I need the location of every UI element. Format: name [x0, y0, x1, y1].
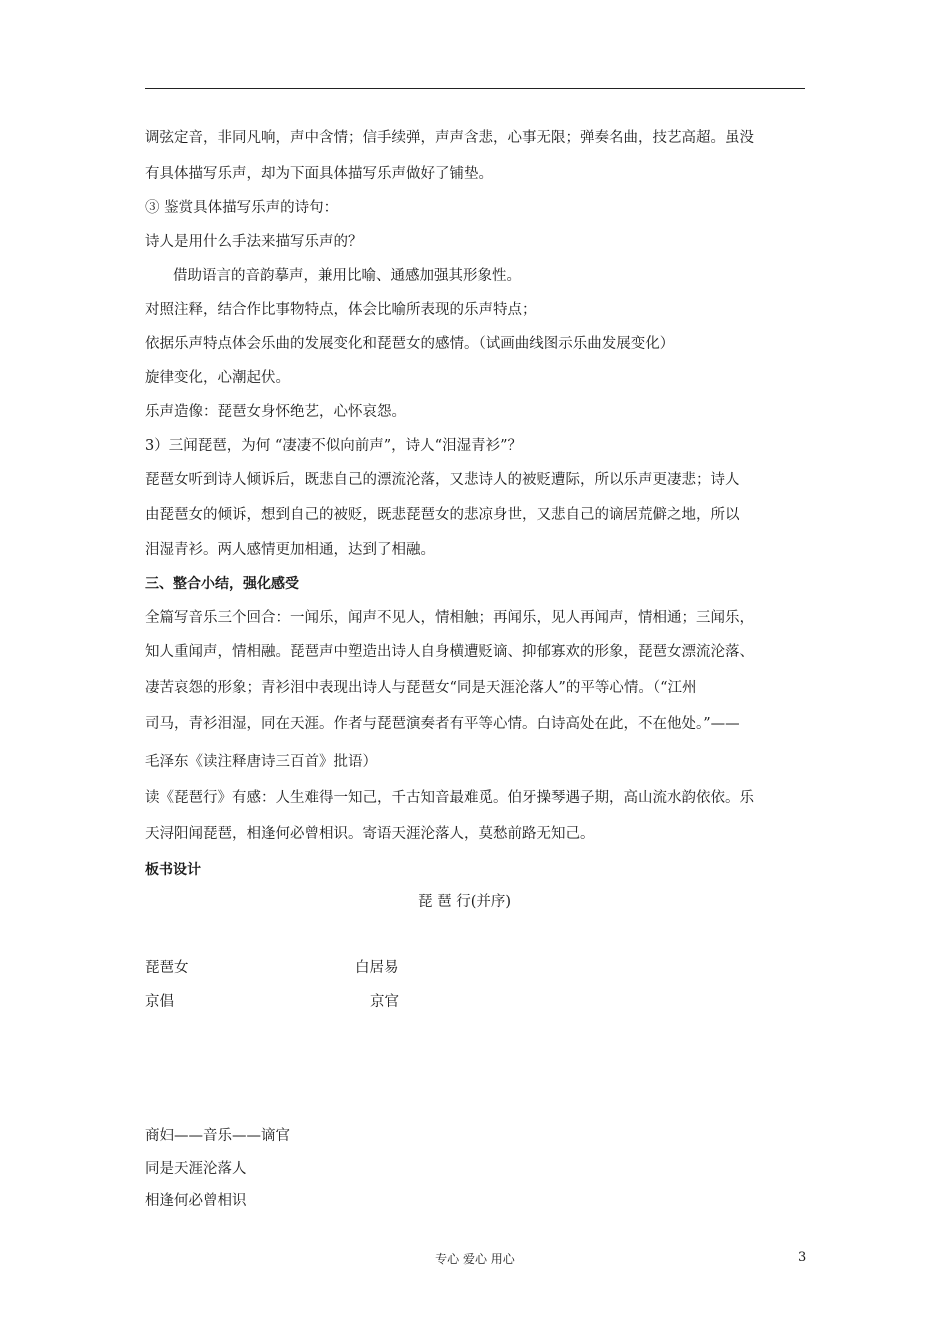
header-rule: [145, 88, 805, 89]
body-line-7: 依据乐声特点体会乐曲的发展变化和琵琶女的感情。（试画曲线图示乐曲发展变化）: [145, 336, 675, 352]
body-line-9: 乐声造像：琵琶女身怀绝艺，心怀哀怨。: [145, 404, 406, 420]
section-heading-summary: 三、整合小结，强化感受: [145, 576, 299, 592]
body-line-12: 由琵琶女的倾诉，想到自己的被贬，既悲琵琶女的悲凉身世，又悲自己的谪居荒僻之地，所以: [145, 507, 740, 523]
question-technique: 诗人是用什么手法来描写乐声的？: [145, 234, 363, 250]
footer-motto: 专心 爱心 用心: [435, 1252, 515, 1266]
page-number: 3: [798, 1250, 807, 1265]
board-right-1: 白居易: [355, 960, 399, 976]
body-line-20: 读《琵琶行》有感：人生难得一知己，千古知音最难觅。伯牙操琴遇子期，高山流水韵依依。乐: [145, 790, 754, 806]
question-third-listening: 3）三闻琵琶，为何 “凄凄不似向前声”，诗人“泪湿青衫”？: [145, 438, 522, 454]
answer-technique: 借助语言的音韵摹声，兼用比喻、通感加强其形象性。: [173, 268, 521, 284]
board-title: 琵 琶 行(并序): [418, 894, 512, 910]
board-left-1: 琵琶女: [145, 960, 189, 976]
body-line-11: 琵琶女听到诗人倾诉后，既悲自己的漂流沦落，又悲诗人的被贬遭际，所以乐声更凄悲；诗人: [145, 472, 740, 488]
board-right-2: 京官: [370, 994, 399, 1010]
board-bottom-3: 相逢何必曾相识: [145, 1193, 247, 1209]
body-line-18: 司马，青衫泪湿，同在天涯。作者与琵琶演奏者有平等心情。白诗高处在此，不在他处。”——: [145, 716, 740, 732]
body-line-16: 知人重闻声，情相融。琵琶声中塑造出诗人自身横遭贬谪、抑郁寡欢的形象，琵琶女漂流沦落、: [145, 644, 754, 660]
body-line-6: 对照注释，结合作比事物特点，体会比喻所表现的乐声特点；: [145, 302, 537, 318]
body-line-1: 调弦定音，非同凡响，声中含情；信手续弹，声声含悲，心事无限；弹奏名曲，技艺高超。虽没: [145, 130, 754, 146]
body-line-21: 天浔阳闻琵琶，相逢何必曾相识。寄语天涯沦落人，莫愁前路无知己。: [145, 826, 595, 842]
board-left-2: 京倡: [145, 994, 174, 1010]
board-bottom-2: 同是天涯沦落人: [145, 1161, 247, 1177]
board-bottom-1: 商妇——音乐——谪官: [145, 1128, 290, 1144]
section-heading-board: 板书设计: [145, 862, 201, 878]
body-line-15: 全篇写音乐三个回合：一闻乐，闻声不见人，情相触；再闻乐，见人再闻声，情相通；三闻乐，: [145, 610, 754, 626]
body-line-2: 有具体描写乐声，却为下面具体描写乐声做好了铺垫。: [145, 166, 493, 182]
step-heading-3: ③ 鉴赏具体描写乐声的诗句：: [145, 200, 339, 216]
body-line-17: 凄苦哀怨的形象；青衫泪中表现出诗人与琵琶女“同是天涯沦落人”的平等心情。（“江州: [145, 680, 697, 696]
body-line-8: 旋律变化，心潮起伏。: [145, 370, 290, 386]
body-line-13: 泪湿青衫。两人感情更加相通，达到了相融。: [145, 542, 435, 558]
body-line-19: 毛泽东《读注释唐诗三百首》批语）: [145, 754, 377, 770]
